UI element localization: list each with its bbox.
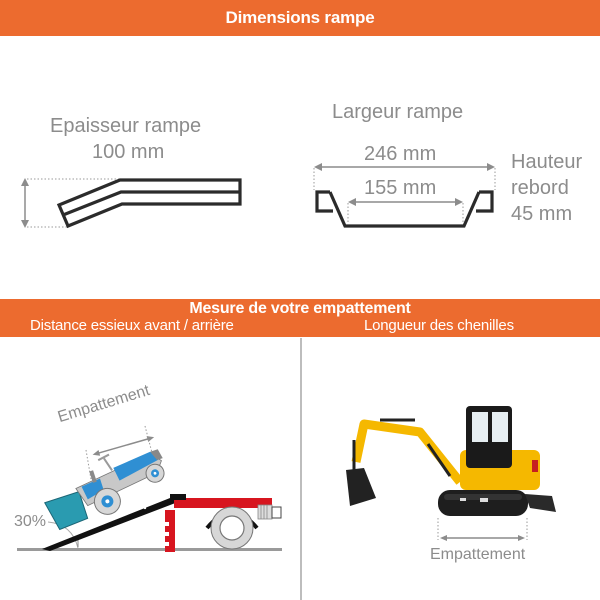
width-inner-value: 155 mm [364,177,437,199]
thickness-label: Epaisseur rampe [50,115,202,137]
tractor-wheelbase-label: Empattement [55,382,152,427]
width-label: Largeur rampe [332,101,464,123]
excavator-illustration [320,390,600,550]
excavator-wheelbase-label: Empattement [430,546,526,563]
slope-label: 30% [14,513,47,530]
rim-height-label-line1: Hauteur [511,151,583,173]
right-subtitle: Longueur des chenilles [364,317,514,334]
wheelbase-section-title: Mesure de votre empattement [189,300,411,317]
thickness-value: 100 mm [92,141,165,163]
rim-height-value: 45 mm [511,203,573,225]
left-subtitle: Distance essieux avant / arrière [30,317,234,334]
width-outer-value: 246 mm [364,143,437,165]
rim-height-label-line2: rebord [511,177,569,199]
header-title: Dimensions rampe [225,8,375,27]
wheelbase-section-bar [0,299,600,337]
section-divider [300,338,302,600]
